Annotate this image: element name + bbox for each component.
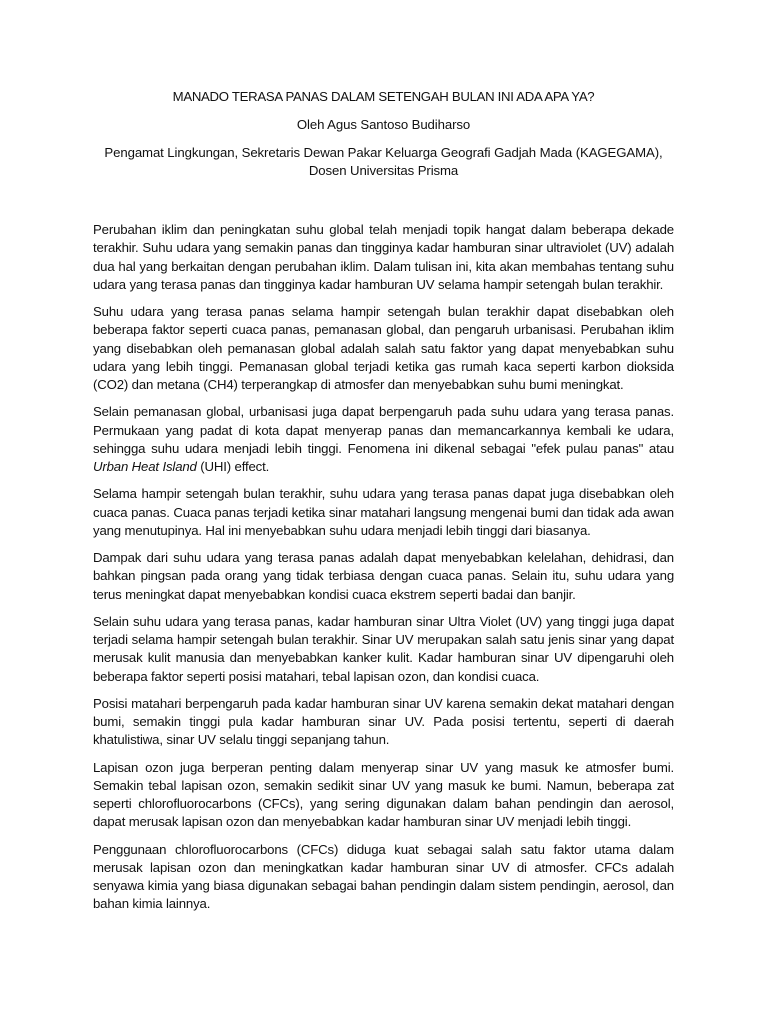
paragraph: Selain suhu udara yang terasa panas, kadar hamburan sinar Ultra Violet (UV) yang tinggi juga dapat terjadi selama hampir setengah bulan terakhir. Sinar UV merupakan salah satu jenis sinar yang dapat merusak kulit manusia dan menyebabkan kanker kulit. Kadar hamburan sinar UV dipengaruhi oleh beberapa faktor seperti posisi matahari, tebal lapisan ozon, dan kondisi cuaca. (93, 613, 674, 684)
paragraph: Penggunaan chlorofluorocarbons (CFCs) diduga kuat sebagai salah satu faktor utama dalam merusak lapisan ozon dan meningkatkan kadar hamburan sinar UV di atmosfer. CFCs adalah senyawa kimia yang biasa digunakan sebagai bahan pendingin dalam sistem pendingin, aerosol, dan bahan kimia lainnya. (93, 841, 674, 912)
paragraph: Dampak dari suhu udara yang terasa panas adalah dapat menyebabkan kelelahan, dehidrasi, dan bahkan pingsan pada orang yang tidak terbiasa dengan cuaca panas. Selain itu, suhu udara yang terus meningkat dapat menyebabkan kondisi cuaca ekstrem seperti badai dan banjir. (93, 550, 674, 602)
paragraph-text: Selain pemanasan global, urbanisasi juga dapat berpengaruh pada suhu udara yang terasa panas. Permukaan yang padat di kota dapat menyerap panas dan memancarkannya kembali ke udara, sehingga suhu udara menjadi lebih tinggi. Fenomena ini dikenal sebagai "efek pulau panas" atau (93, 404, 674, 456)
document-header (93, 88, 674, 180)
paragraph: Perubahan iklim dan peningkatan suhu global telah menjadi topik hangat dalam beberapa dekade terakhir. Suhu udara yang semakin panas dan tingginya kadar hamburan sinar ultraviolet (UV) adalah dua hal yang berkaitan dengan perubahan iklim. Dalam tulisan ini, kita akan membahas tentang suhu udara yang terasa panas dan tingginya kadar hamburan UV selama hampir setengah bulan terakhir. (93, 222, 674, 292)
italic-term: Urban Heat Island (93, 459, 197, 474)
paragraph-text: (UHI) effect. (196, 459, 270, 474)
paragraph: Lapisan ozon juga berperan penting dalam menyerap sinar UV yang masuk ke atmosfer bumi. Semakin tebal lapisan ozon, semakin sedikit sinar UV yang masuk ke bumi. Namun, beberapa zat seperti chlorofluorocarbons (CFCs), yang sering digunakan dalam bahan pendingin dan aerosol, dapat merusak lapisan ozon dan menyebabkan kadar hamburan sinar UV menjadi lebih tinggi. (93, 759, 674, 830)
document-author: Oleh Agus Santoso Budiharso (296, 117, 471, 132)
document-body (93, 221, 674, 914)
document-title: MANADO TERASA PANAS DALAM SETENGAH BULAN INI ADA APA YA? (172, 89, 595, 104)
author-affiliation (93, 144, 674, 180)
paragraph-urban-heat-island (93, 403, 674, 476)
paragraph: Selama hampir setengah bulan terakhir, suhu udara yang terasa panas dapat juga disebabkan oleh cuaca panas. Cuaca panas terjadi ketika sinar matahari langsung mengenai bumi dan tidak ada awan yang menutupinya. Hal ini menyebabkan suhu udara menjadi lebih tinggi dari biasanya. (93, 486, 674, 538)
affiliation-line-1: Pengamat Lingkungan, Sekretaris Dewan Pakar Keluarga Geografi Gadjah Mada (KAGEGAMA), (104, 145, 663, 160)
affiliation-line-2: Dosen Universitas Prisma (308, 163, 459, 178)
paragraph: Suhu udara yang terasa panas selama hampir setengah bulan terakhir dapat disebabkan oleh beberapa faktor seperti cuaca panas, pemanasan global, dan pengaruh urbanisasi. Perubahan iklim yang disebabkan oleh pemanasan global adalah salah satu faktor yang dapat menyebabkan suhu udara yang lebih tinggi. Pemanasan global terjadi ketika gas rumah kaca seperti karbon dioksida (CO2) dan metana (CH4) terperangkap di atmosfer dan menyebabkan suhu bumi meningkat. (93, 304, 674, 392)
paragraph: Posisi matahari berpengaruh pada kadar hamburan sinar UV karena semakin dekat matahari dengan bumi, semakin tinggi pula kadar hamburan sinar UV. Pada posisi tertentu, seperti di daerah khatulistiwa, sinar UV selalu tinggi sepanjang tahun. (93, 695, 674, 748)
